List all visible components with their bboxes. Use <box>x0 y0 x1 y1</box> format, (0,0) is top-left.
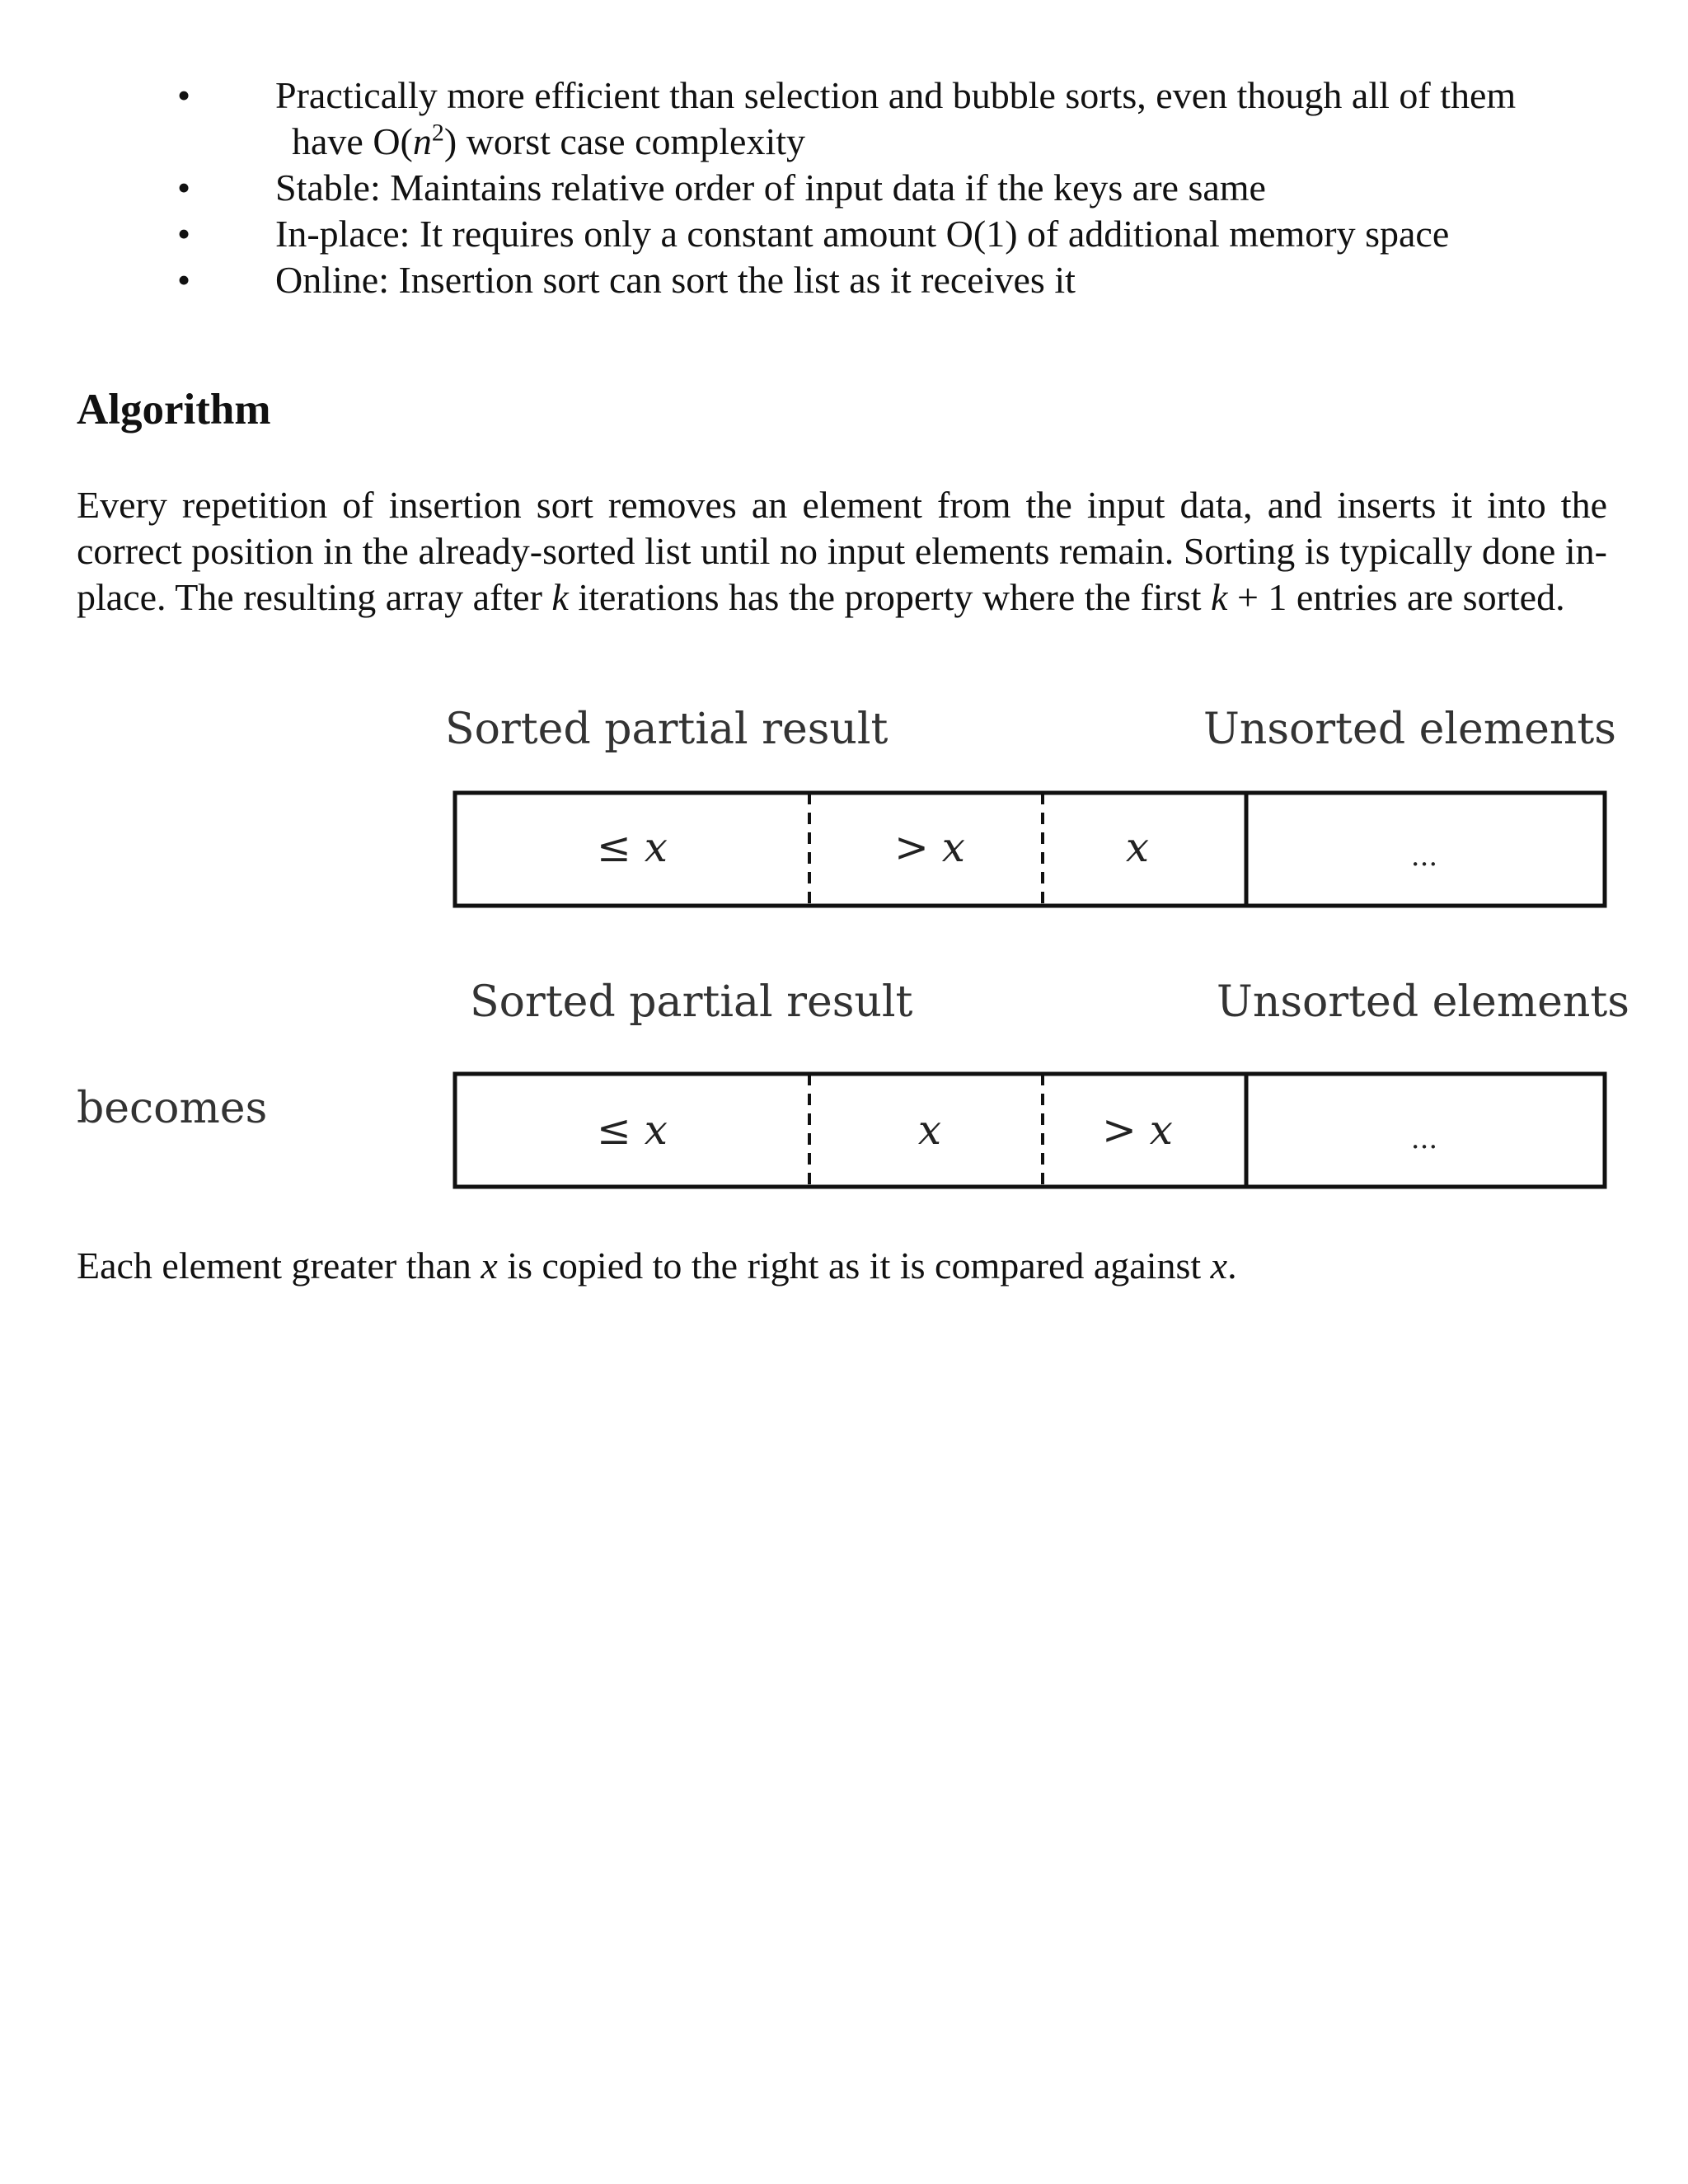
cell-ellipsis: ... <box>1410 1122 1438 1155</box>
bullet-text: In-place: It requires only a constant amount O(1) of additional memory space <box>275 213 1450 255</box>
bullet-icon: • <box>177 213 191 255</box>
becomes-label: becomes <box>77 1084 268 1133</box>
bullet-text: Online: Insertion sort can sort the list as it receives it <box>275 259 1076 301</box>
cell-x: x <box>917 1106 942 1154</box>
bullet-line1: Practically more efficient than selection and bubble sorts, even though all of them <box>275 74 1517 116</box>
cell-ellipsis: ... <box>1410 840 1438 873</box>
cell-greater-x: > x <box>1102 1106 1173 1154</box>
var-k: k <box>551 576 569 618</box>
diagram-caption: Each element greater than x is copied to the right as it is compared against x. <box>77 1244 1237 1286</box>
bullet-text-continuation: have $O(n^2)$ worst case complexity <box>292 119 806 162</box>
bullet-item <box>0 73 1688 165</box>
unsorted-elements-label: Unsorted elements <box>1203 705 1616 754</box>
var-x: x <box>481 1244 498 1286</box>
var-k: k <box>1211 576 1228 618</box>
sorted-partial-result-label: Sorted partial result <box>445 705 889 754</box>
cell-less-equal-x: ≤ x <box>597 823 668 871</box>
cell-greater-x: > x <box>894 823 965 871</box>
cell-less-equal-x: ≤ x <box>597 1106 668 1154</box>
bullet-icon: • <box>177 259 191 301</box>
diagram-after <box>455 977 1629 1187</box>
bullet-item <box>0 165 1688 211</box>
array-box <box>455 1074 1605 1187</box>
bullet-text: Stable: Maintains relative order of input data if the keys are same <box>275 166 1266 209</box>
bullet-icon: • <box>177 166 191 209</box>
sorted-partial-result-label: Sorted partial result <box>470 977 913 1027</box>
bullet-item <box>0 257 1688 303</box>
var-n: n <box>412 120 432 162</box>
superscript-2: 2 <box>431 119 444 147</box>
bullet-item <box>0 211 1688 257</box>
feature-bullet-list <box>0 73 1688 303</box>
bullet-text <box>275 73 1607 119</box>
var-x: x <box>1210 1244 1228 1286</box>
diagram-before <box>445 705 1616 906</box>
cell-x: x <box>1125 823 1150 871</box>
array-box <box>455 793 1605 906</box>
bullet-icon: • <box>177 74 191 116</box>
algorithm-paragraph: Every repetition of insertion sort removes an element from the input data, and inserts it into the correct position in the already-sorted list until no input elements remain. Sorting is typically done in-place. The resulting array after k iterations has the property where the first k + 1 entries are sorted. <box>77 484 1607 618</box>
section-heading: Algorithm <box>77 386 271 434</box>
unsorted-elements-label: Unsorted elements <box>1217 977 1629 1027</box>
